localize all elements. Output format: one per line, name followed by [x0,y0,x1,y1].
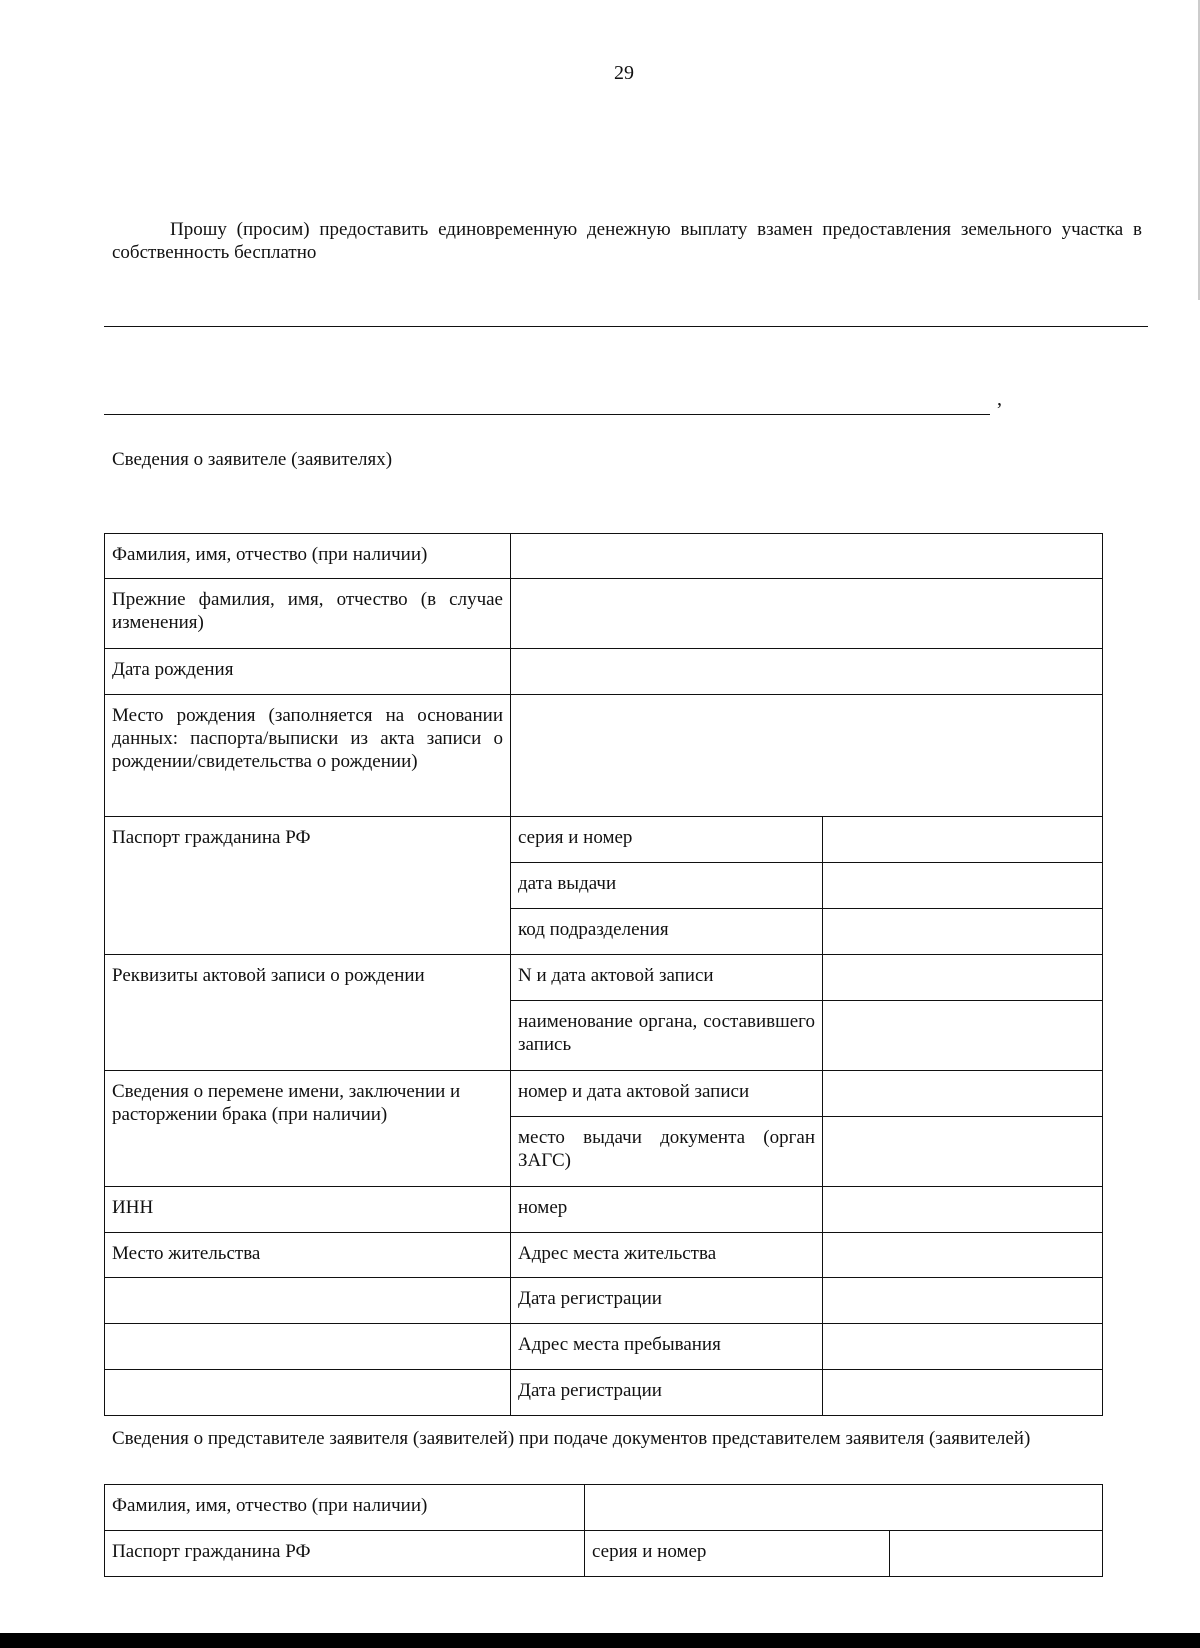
table-row [105,534,1103,579]
applicant-section-title: Сведения о заявителе (заявителях) [112,449,393,470]
representative-table [104,1484,1103,1577]
inn-number-label: номер [511,1187,823,1233]
previous-name-value[interactable] [511,579,1103,649]
residence-blank-3[interactable] [105,1370,511,1416]
table-row [105,1485,1103,1531]
rep-passport-series-value[interactable] [890,1531,1103,1577]
table-row [105,955,1103,1001]
inn-label: ИНН [105,1187,511,1233]
birth-date-value[interactable] [511,649,1103,695]
table-row [105,1071,1103,1117]
rep-passport-series-label: серия и номер [585,1531,890,1577]
passport-division-code-label: код подразделения [511,909,823,955]
stay-address-value[interactable] [823,1324,1103,1370]
name-change-issue-place-value[interactable] [823,1117,1103,1187]
scan-bottom-bar [0,1633,1200,1648]
table-row [105,649,1103,695]
birth-record-number-value[interactable] [823,955,1103,1001]
birth-place-value[interactable] [511,695,1103,817]
stay-address-label: Адрес места пребывания [511,1324,823,1370]
fill-line-2[interactable] [104,414,990,415]
residence-blank-1[interactable] [105,1278,511,1324]
table-row [105,1324,1103,1370]
stay-registration-date-value[interactable] [823,1370,1103,1416]
residence-address-label: Адрес места жительства [511,1233,823,1278]
registration-date-label: Дата регистрации [511,1278,823,1324]
name-change-record-value[interactable] [823,1071,1103,1117]
passport-series-value[interactable] [823,817,1103,863]
name-change-record-label: номер и дата актовой записи [511,1071,823,1117]
previous-name-label: Прежние фамилия, имя, отчество (в случае изменения) [105,579,511,649]
inn-number-value[interactable] [823,1187,1103,1233]
fill-line-comma: , [997,388,1002,410]
residence-address-value[interactable] [823,1233,1103,1278]
rep-passport-label: Паспорт гражданина РФ [105,1531,585,1577]
passport-issue-date-label: дата выдачи [511,863,823,909]
table-row [105,1187,1103,1233]
table-row [105,817,1103,863]
full-name-label: Фамилия, имя, отчество (при наличии) [105,534,511,579]
table-row [105,1233,1103,1278]
applicant-table [104,533,1103,1416]
table-row [105,1278,1103,1324]
passport-series-label: серия и номер [511,817,823,863]
residence-blank-2[interactable] [105,1324,511,1370]
table-row [105,695,1103,817]
birth-record-authority-value[interactable] [823,1001,1103,1071]
table-row [105,1531,1103,1577]
table-row [105,1370,1103,1416]
full-name-value[interactable] [511,534,1103,579]
request-paragraph: Прошу (просим) предоставить единовременную денежную выплату взамен предоставления земельного участка в собственность бесплатно [112,219,1142,263]
page-number: 29 [614,62,634,84]
name-change-issue-place-label: место выдачи документа (орган ЗАГС) [511,1117,823,1187]
rep-full-name-label: Фамилия, имя, отчество (при наличии) [105,1485,585,1531]
stay-registration-date-label: Дата регистрации [511,1370,823,1416]
residence-label: Место жительства [105,1233,511,1278]
birth-record-number-label: N и дата актовой записи [511,955,823,1001]
passport-issue-date-value[interactable] [823,863,1103,909]
birth-record-authority-label: наименование органа, составившего запись [511,1001,823,1071]
passport-division-code-value[interactable] [823,909,1103,955]
registration-date-value[interactable] [823,1278,1103,1324]
birth-date-label: Дата рождения [105,649,511,695]
birth-place-label: Место рождения (заполняется на основании данных: паспорта/выписки из акта записи о рождении/свидетельства о рождении) [105,695,511,817]
table-row [105,579,1103,649]
birth-record-label: Реквизиты актовой записи о рождении [105,955,511,1071]
fill-line-1[interactable] [104,326,1148,327]
passport-label: Паспорт гражданина РФ [105,817,511,955]
name-change-label: Сведения о перемене имени, заключении и расторжении брака (при наличии) [105,1071,511,1187]
representative-section-title: Сведения о представителе заявителя (заявителей) при подаче документов представителем заявителя (заявителей) [112,1428,1031,1449]
rep-full-name-value[interactable] [585,1485,1103,1531]
